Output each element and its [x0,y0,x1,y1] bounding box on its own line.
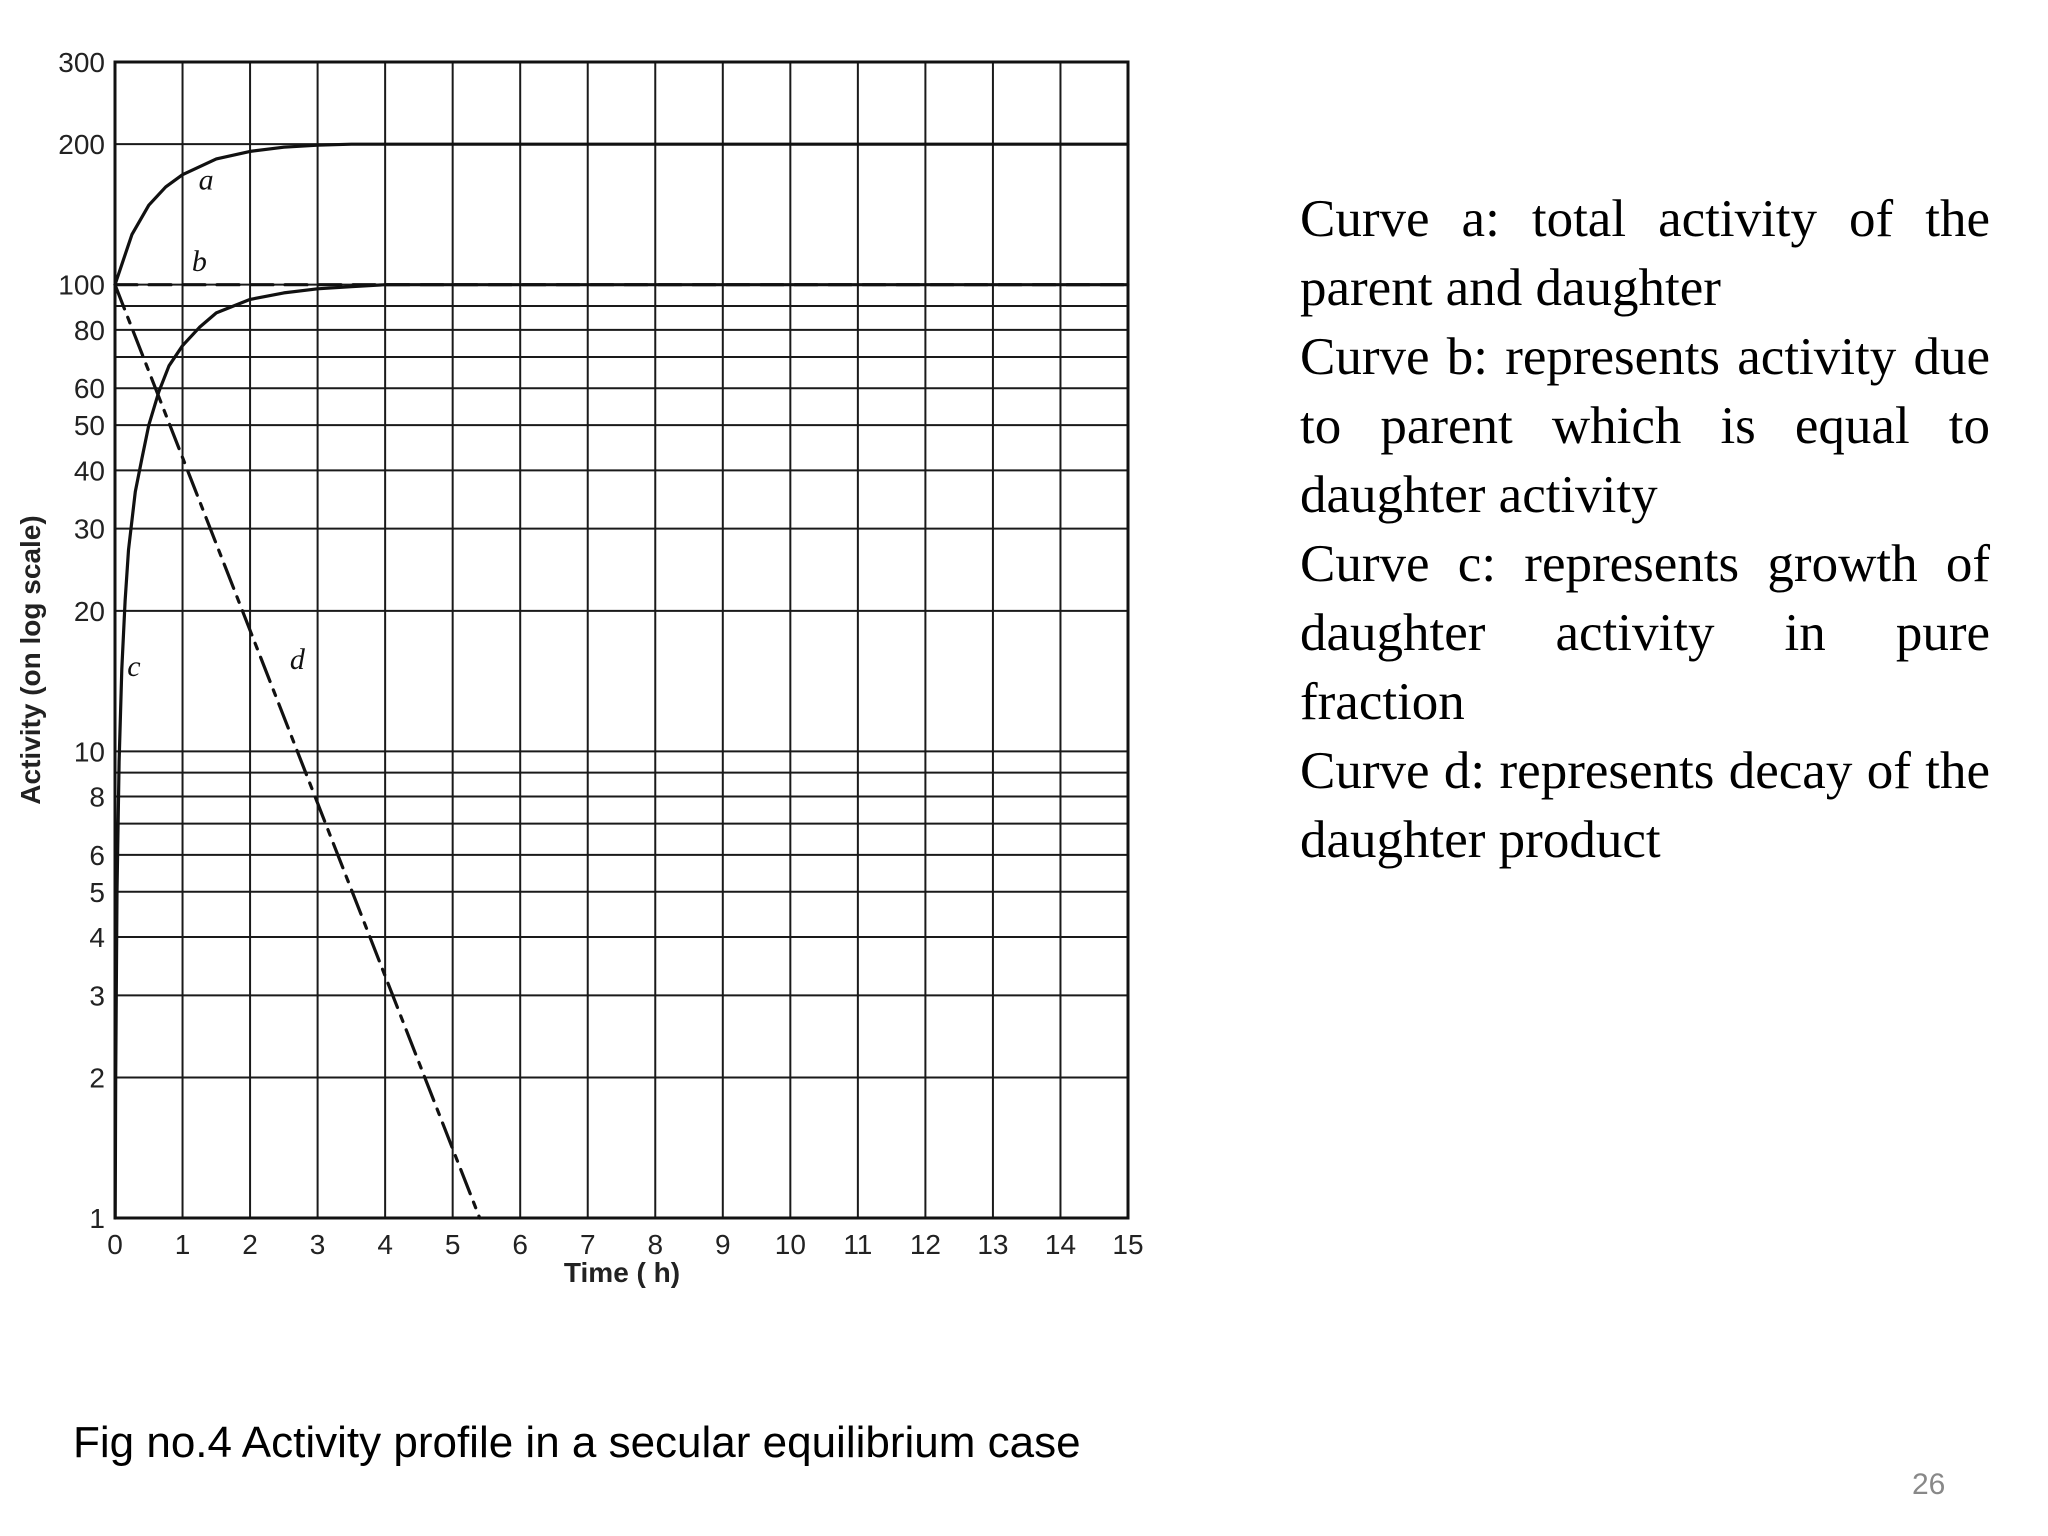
x-tick-label: 3 [309,1229,326,1260]
x-tick-label: 15 [1112,1229,1144,1260]
page-number: 26 [1912,1468,1946,1501]
x-tick-label: 5 [444,1229,461,1260]
x-tick-label: 2 [242,1229,258,1260]
x-tick-label: 11 [843,1229,873,1260]
plot-border [115,62,1128,1218]
x-tick-label: 0 [107,1229,123,1260]
y-tick-label: 40 [73,455,105,487]
curve-label-b: b [191,244,207,278]
legend-curve-d: Curve d: represents decay of the daughter product [1300,742,1990,869]
figure-caption: Fig no.4 Activity profile in a secular equilibrium case [73,1418,1081,1467]
curve-a-line [115,144,1128,285]
y-tick-label: 1 [89,1203,105,1234]
x-tick-label: 6 [512,1229,528,1260]
x-tick-label: 13 [977,1229,1009,1260]
x-tick-label: 9 [715,1229,731,1260]
y-tick-label: 6 [89,839,105,871]
y-tick-label: 50 [73,410,105,442]
y-tick-label: 3 [89,980,105,1012]
y-tick-label: 100 [58,269,105,301]
legend-curve-b: Curve b: represents activity due to parent which is equal to daughter activity [1300,328,1990,524]
y-tick-label: 5 [89,876,105,908]
curve-label-a: a [198,163,214,197]
y-tick-label: 10 [73,736,105,768]
y-tick-label: 300 [58,47,105,78]
x-tick-label: 8 [647,1229,664,1260]
x-tick-label: 14 [1044,1229,1077,1260]
legend-curve-a: Curve a: total activity of the parent and daughter [1300,190,1990,317]
y-tick-label: 20 [73,595,105,627]
y-tick-label: 30 [73,513,105,545]
y-tick-label: 4 [89,922,105,954]
y-tick-label: 200 [58,129,105,161]
x-tick-label: 7 [579,1229,596,1260]
curve-legend [1300,185,1990,875]
y-axis-title: Activity (on log scale) [15,515,46,805]
chart-grid [115,62,1128,1218]
x-tick-labels [107,1229,1143,1260]
curve-label-d: d [289,643,305,677]
y-tick-labels [58,47,105,1234]
y-tick-label: 2 [89,1062,105,1094]
y-tick-label: 60 [73,373,105,405]
curve-label-c: c [127,650,141,684]
legend-curve-c: Curve c: represents growth of daughter activity in pure fraction [1300,535,1990,731]
x-tick-label: 10 [774,1229,806,1260]
chart-frame [115,62,1128,1218]
y-tick-label: 8 [89,781,105,813]
y-tick-label: 80 [73,314,105,346]
x-tick-label: 1 [174,1229,191,1260]
chart [0,0,1160,1310]
x-tick-label: 12 [909,1229,941,1260]
x-axis-title: Time ( h) [563,1257,681,1288]
x-tick-label: 4 [377,1229,393,1260]
curve-annotations [127,163,306,683]
